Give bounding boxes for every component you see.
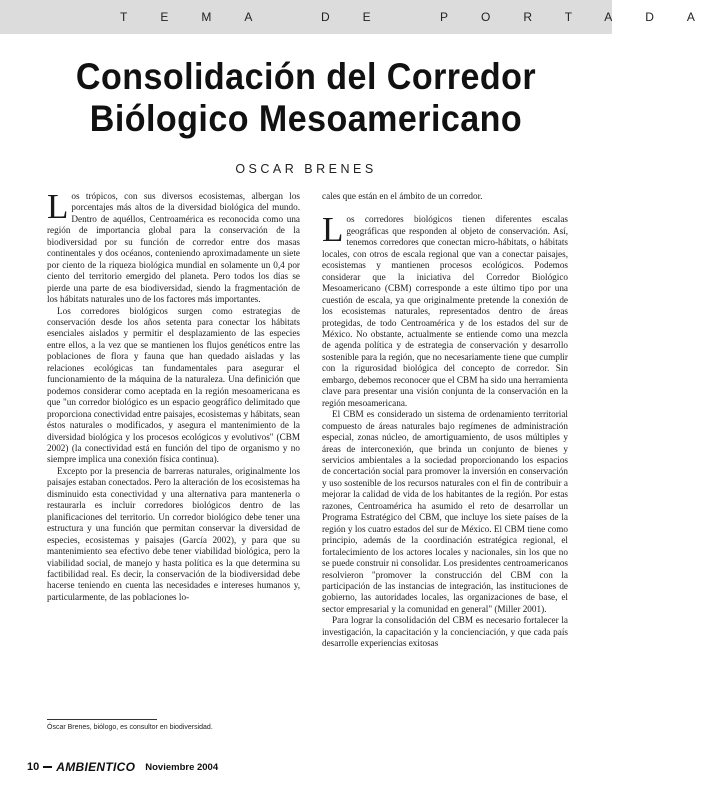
left-column: [47, 187, 300, 603]
article-title: [43, 56, 569, 140]
section-label: TEMA DE PORTADA: [120, 10, 728, 24]
author-name: OSCAR BRENES: [235, 162, 377, 176]
magazine-name: AMBIENTICO: [56, 760, 136, 774]
footer-dash: [43, 766, 52, 768]
footnote: Óscar Brenes, biólogo, es consultor en biodiversidad.: [47, 724, 213, 731]
paragraph: Excepto por la presencia de barreras naturales, originalmente los paisajes estaban conectados. Pero la alteración de los ecosistemas ha disminuido esta conectividad y una alternativa para mantenerla o restaurarla es incluir corredores biológicos dentro de las planificaciones del territorio. Un corredor biológico debe tener una estructura y una función que permitan conservar la diversidad de especies, ecosistemas y paisajes (García 2002), y para que su mantenimiento sea efectivo debe tener viabilidad biológica, pero la viabilidad social, de manejo y hasta política es la que determina su factibilidad real. Es decir, la conservación de la biodiversidad debe hacerse teniendo en cuenta las necesidades e intereses humanos y, particularmente, de las poblaciones lo-: [47, 465, 300, 602]
paragraph: Para lograr la consolidación del CBM es necesario fortalecer la investigación, la capacitación y la concienciación, y que cada país desarrolle experiencias exitosas: [322, 615, 568, 649]
footnote-divider: [47, 719, 157, 720]
right-column: [322, 191, 568, 650]
paragraph: Los trópicos, con sus diversos ecosistemas, albergan los porcentajes más altos de la diversidad biológica del mundo. Dentro de aquéllos, Centroamérica es reconocida como una región de importancia global para la conservación de la biodiversidad por su función de corredor entre dos masas continentales y dos océanos, conteniendo aproximadamente un siete por ciento de la riqueza biológica mundial en solamente un 0,4 por ciento del territorio emergido del planeta. Pero todos los días se pierde una parte de esa biodiversidad, siendo la fragmentación de los hábitats naturales uno de los factores más importantes.: [47, 187, 300, 305]
page-footer: [27, 760, 218, 774]
paragraph: Los corredores biológicos surgen como estrategias de conservación desde los años setenta para conectar los hábitats esenciales aislados y permitir el desplazamiento de las especies entre ellos, a la vez que se mantienen los flujos genéticos entre las poblaciones de flora y fauna que han quedado aisladas y las relaciones ecológicas tan fundamentales para asegurar el funcionamiento de la máquina de la naturaleza. Una definición que podemos considerar como aceptada en la región mesoamericana es que "un corredor biológico es un espacio geográfico delimitado que proporciona conectividad entre paisajes, ecosistemas y hábitats, sean éstos naturales o modificados, y asegura el mantenimiento de la diversidad biológica y los procesos ecológicos y evolutivos" (CBM 2002) (la conectividad está en función del tipo de organismo y no siempre implica una conexión física continua).: [47, 305, 300, 465]
title-line-1: Consolidación del Corredor: [75, 56, 537, 97]
paragraph: cales que están en el ámbito de un corredor.: [322, 191, 483, 201]
paragraph: El CBM es considerado un sistema de ordenamiento territorial compuesto de áreas naturales bajo regímenes de administración especial, zonas núcleo, de amortiguamiento, de usos múltiples y áreas de interconexión, que brinda un conjunto de bienes y servicios ambientales a la sociedad proporcionando los espacios de concertación social para promover la inversión en conservación y uso sostenible de los recursos naturales con el fin de contribuir a mejorar la calidad de vida de los habitantes de la región. Por estas razones, Centroamérica ha asumido el reto de desarrollar un Programa Estratégico del CBM, que incluye los siete países de la región y los cuatro estados del sur de México. El CBM tiene como principio, además de la coordinación estratégica regional, el fortalecimiento de los actores locales y nacionales, sin los que no se puede construir ni consolidar. Los presidentes centroamericanos resolvieron "promover la construcción del CBM con la participación de las instancias de integración, las instituciones de gobierno, las autoridades locales, las organizaciones de base, el sector empresarial y la comunidad en general" (Miller 2001).: [322, 409, 568, 614]
title-line-2: Biólogico Mesoamericano: [89, 98, 523, 139]
page-number: 10: [27, 761, 40, 773]
paragraph: Los corredores biológicos tienen diferentes escalas geográficas que responden al objeto de conservación. Así, tenemos corredores que conectan micro-hábitats, o hábitats locales, con otros de escala regional que van a conectar paisajes, ecosistemas y mantienen procesos ecológicos. Podemos considerar que la iniciativa del Corredor Biológico Mesoamericano (CBM) corresponde a este último tipo por una cuestión de escala, ya que originalmente pretende la conexión de los ecosistemas naturales, representados dentro de áreas protegidas, de todo Centroamérica y de los estados del sur de México. No obstante, actualmente se entiende como una mezcla de agenda política y de estrategia de conservación y desarrollo sostenible para la región, que no necesariamente tiene que cumplir con la rigurosidad biológica del concepto de corredor. Sin embargo, debemos reconocer que el CBM ha sido una herramienta clave para presentar una visión conjunta de la conservación en la región mesoamericana.: [322, 210, 568, 408]
section-band: [0, 0, 728, 34]
issue-date: Noviembre 2004: [145, 761, 219, 773]
